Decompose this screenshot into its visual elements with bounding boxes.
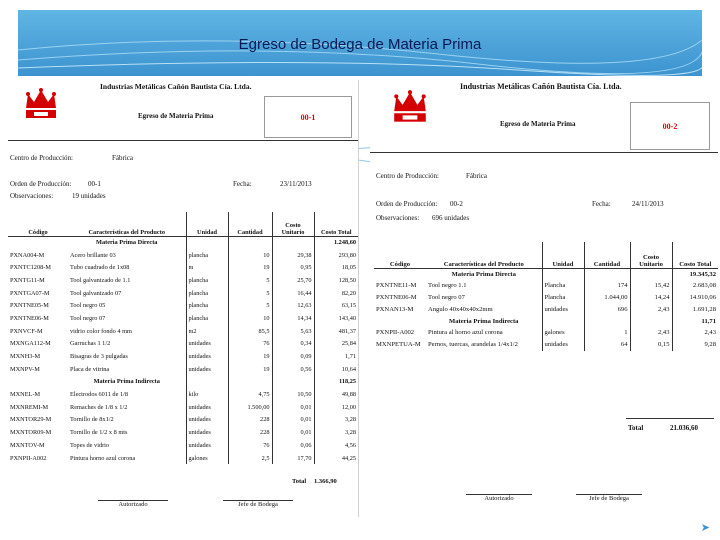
cell-qty	[228, 236, 272, 249]
divider	[8, 140, 358, 141]
cell-cu: 10,50	[272, 388, 314, 401]
cell-cu: 29,38	[272, 249, 314, 262]
company-name: Industrias Metálicas Cañón Bautista Cía. Ltda.	[460, 82, 622, 91]
cell-qty: 696	[584, 303, 630, 315]
cell-cu: 14,24	[630, 292, 672, 304]
table-row	[8, 401, 358, 414]
column-header: Código	[8, 212, 68, 236]
cell-desc: Materia Prima Indirecta	[93, 378, 160, 386]
cell-unit: galones	[542, 327, 584, 339]
cell-cu: 5,63	[272, 325, 314, 338]
cell-desc: Angulo 40x40x40x2mm	[428, 305, 493, 313]
centro-produccion-label: Centro de Producción:	[10, 154, 73, 162]
cell-ct: 2,43	[672, 327, 718, 339]
document-title: Egreso de Materia Prima	[138, 112, 214, 120]
items-table	[374, 242, 718, 351]
cell-code: PXNTNE06-M	[376, 293, 417, 301]
table-row	[374, 268, 718, 280]
cell-desc: Tool negro 1.1	[428, 282, 467, 290]
cell-qty: 2,5	[228, 452, 272, 465]
table-row	[8, 325, 358, 338]
cell-ct: 82,20	[314, 287, 358, 300]
signature-autorizado: Autorizado	[466, 494, 532, 502]
cell-cu: 2,43	[630, 303, 672, 315]
cell-unit: unidades	[186, 363, 228, 376]
cell-desc: Bisagras de 3 pulgadas	[70, 353, 128, 361]
table-row	[8, 312, 358, 325]
cell-qty	[584, 268, 630, 280]
cell-ct: 11,71	[672, 315, 718, 327]
observaciones-label: Observaciones:	[376, 214, 420, 222]
cell-code	[374, 268, 426, 280]
cell-qty: 1.500,00	[228, 401, 272, 414]
cell-code: MXNGA112-M	[10, 340, 51, 348]
cell-cu: 0,56	[272, 363, 314, 376]
cell-qty: 5	[228, 299, 272, 312]
total-divider	[626, 418, 714, 419]
cell-code: PXNPII-A002	[10, 454, 47, 462]
cell-desc: vidrio color fondo 4 mm	[70, 327, 132, 335]
total-label: Total	[292, 478, 307, 485]
cell-unit	[542, 315, 584, 327]
fecha-label: Fecha:	[592, 200, 611, 208]
cell-qty: 4,75	[228, 388, 272, 401]
cell-cu: 15,42	[630, 280, 672, 292]
cell-desc: Materia Prima Directa	[96, 239, 158, 247]
cell-code: PXNA004-M	[10, 251, 45, 259]
cell-ct: 2.683,08	[672, 280, 718, 292]
cell-unit: unidades	[186, 439, 228, 452]
total-value: 21.036,60	[670, 424, 698, 432]
table-row	[8, 261, 358, 274]
cell-desc: Tool galvanizado 07	[70, 289, 122, 297]
cell-ct: 1,71	[314, 350, 358, 363]
table-row	[374, 292, 718, 304]
cell-unit: Plancha	[542, 280, 584, 292]
orden-produccion-label: Orden de Producción:	[376, 200, 438, 208]
column-header: Costo Unitario	[630, 242, 672, 268]
fecha-value: 23/11/2013	[280, 180, 312, 188]
cell-unit: m	[186, 261, 228, 274]
column-header: Características del Producto	[68, 212, 186, 236]
cell-code: MXNEL-M	[10, 391, 41, 399]
cell-ct: 1.691,28	[672, 303, 718, 315]
cell-qty: 10	[228, 312, 272, 325]
cell-cu: 0,06	[272, 439, 314, 452]
cell-code: PXNTNE06-M	[10, 314, 49, 322]
cell-qty: 174	[584, 280, 630, 292]
cell-desc: Pernos, tuercas, arandelas 1/4x1/2	[428, 341, 518, 349]
cell-qty: 85,5	[228, 325, 272, 338]
cell-cu: 12,63	[272, 299, 314, 312]
cell-cu: 0,09	[272, 350, 314, 363]
cell-qty: 228	[228, 414, 272, 427]
cell-qty: 19	[228, 363, 272, 376]
cell-code	[8, 376, 68, 389]
centro-produccion-label: Centro de Producción:	[376, 172, 439, 180]
cell-qty: 64	[584, 339, 630, 351]
cell-ct: 49,88	[314, 388, 358, 401]
cell-unit: plancha	[186, 312, 228, 325]
cell-ct: 293,80	[314, 249, 358, 262]
cell-qty: 1.044,00	[584, 292, 630, 304]
cell-code: MXNTOR09-M	[10, 429, 52, 437]
cell-desc: Electrodos 6011 de 1/8	[70, 391, 129, 399]
cell-ct: 1.248,60	[314, 236, 358, 249]
cell-unit: unidades	[186, 401, 228, 414]
cell-unit: m2	[186, 325, 228, 338]
cell-code: MXNPETUA-M	[376, 341, 421, 349]
cell-unit: unidades	[186, 338, 228, 351]
divider	[370, 152, 718, 153]
document-00-2	[370, 80, 718, 517]
slide-header	[18, 10, 702, 76]
cell-desc: Remaches de 1/8 x 1/2	[70, 403, 128, 411]
company-logo-crown-icon	[390, 88, 430, 128]
table-row	[8, 376, 358, 389]
cell-ct: 18,05	[314, 261, 358, 274]
document-code: 00-1	[264, 96, 352, 138]
cell-unit: unidades	[186, 414, 228, 427]
table-row	[8, 236, 358, 249]
cell-desc: Placa de vitrina	[70, 365, 110, 373]
table-row	[374, 303, 718, 315]
observaciones-value: 19 unidades	[72, 192, 106, 200]
table-row	[374, 315, 718, 327]
cell-desc: Tornillo de 1/2 x 8 mts	[70, 429, 128, 437]
observaciones-value: 696 unidades	[432, 214, 470, 222]
column-header: Costo Total	[672, 242, 718, 268]
cell-cu: 0,01	[272, 414, 314, 427]
cell-qty: 76	[228, 338, 272, 351]
cell-code: MXNREMI-M	[10, 403, 49, 411]
cell-desc: Tool negro 05	[70, 302, 106, 310]
cell-qty: 10	[228, 249, 272, 262]
cell-ct: 3,28	[314, 426, 358, 439]
cell-code: PXNTC1208-M	[10, 264, 51, 272]
cell-desc: Tornillo de 8x1/2	[70, 416, 114, 424]
cell-unit	[186, 376, 228, 389]
cell-qty: 19	[228, 261, 272, 274]
table-row	[8, 388, 358, 401]
cell-cu: 0,95	[272, 261, 314, 274]
cell-cu: 0,15	[630, 339, 672, 351]
column-header: Unidad	[186, 212, 228, 236]
cell-qty: 5	[228, 287, 272, 300]
cell-cu: 16,44	[272, 287, 314, 300]
orden-produccion-value: 00-1	[88, 180, 101, 188]
cell-qty: 1	[584, 327, 630, 339]
cell-desc: Materia Prima Directa	[451, 270, 516, 278]
document-code: 00-2	[630, 102, 710, 150]
cell-unit	[186, 236, 228, 249]
cell-code: PXNPII-A002	[376, 329, 415, 337]
fecha-label: Fecha:	[233, 180, 252, 188]
table-row	[8, 363, 358, 376]
column-header: Código	[374, 242, 426, 268]
cell-ct: 481,37	[314, 325, 358, 338]
cell-unit: kilo	[186, 388, 228, 401]
table-row	[8, 350, 358, 363]
cell-desc: Topes de vidrio	[70, 441, 110, 449]
signature-jefe-bodega: Jefe de Bodega	[576, 494, 642, 502]
company-name: Industrias Metálicas Cañón Bautista Cía. Ltda.	[100, 82, 252, 91]
cell-cu: 17,70	[272, 452, 314, 465]
cell-code: PXNTG11-M	[10, 276, 45, 284]
cell-cu	[630, 315, 672, 327]
cell-code: PXNTGA07-M	[10, 289, 50, 297]
table-row	[8, 439, 358, 452]
cell-qty	[228, 376, 272, 389]
column-header: Cantidad	[584, 242, 630, 268]
cell-qty	[584, 315, 630, 327]
table-row	[8, 426, 358, 439]
centro-produccion-value: Fábrica	[112, 154, 133, 162]
cell-code	[374, 315, 426, 327]
table-row	[8, 249, 358, 262]
cell-unit: plancha	[186, 299, 228, 312]
cell-unit	[542, 268, 584, 280]
cell-cu: 2,43	[630, 327, 672, 339]
document-title: Egreso de Materia Prima	[500, 120, 576, 128]
cell-unit: plancha	[186, 274, 228, 287]
cell-desc: Tool negro 07	[428, 293, 465, 301]
cell-unit: unidades	[186, 350, 228, 363]
table-row	[374, 327, 718, 339]
cell-unit: unidades	[542, 303, 584, 315]
cell-ct: 63,15	[314, 299, 358, 312]
cell-qty: 76	[228, 439, 272, 452]
column-header: Costo Total	[314, 212, 358, 236]
cell-qty: 19	[228, 350, 272, 363]
orden-produccion-label: Orden de Producción:	[10, 180, 72, 188]
document-00-1	[8, 80, 359, 517]
cell-ct: 19.345,32	[672, 268, 718, 280]
table-row	[8, 274, 358, 287]
cell-desc: Garruchas 1 1/2	[70, 340, 111, 348]
cell-desc: Tool galvanizado de 1.1	[70, 276, 131, 284]
table-row	[374, 339, 718, 351]
centro-produccion-value: Fábrica	[466, 172, 487, 180]
cell-desc: Materia Prima Indirecta	[449, 317, 519, 325]
items-table	[8, 212, 358, 464]
cell-cu	[272, 376, 314, 389]
cell-unit: unidades	[186, 426, 228, 439]
cell-ct: 4,56	[314, 439, 358, 452]
cell-desc: Tool negro 07	[70, 314, 106, 322]
cell-ct: 143,40	[314, 312, 358, 325]
total-label: Total	[628, 424, 644, 432]
fecha-value: 24/11/2013	[632, 200, 664, 208]
cell-desc: Pintura al horno azul corona	[428, 329, 503, 337]
cell-cu: 0,01	[272, 401, 314, 414]
table-row	[8, 287, 358, 300]
cell-desc: Pintura horno azul corona	[70, 454, 136, 462]
column-header: Características del Producto	[426, 242, 542, 268]
signature-jefe-bodega: Jefe de Bodega	[223, 500, 293, 508]
cell-unit: unidades	[542, 339, 584, 351]
cell-cu: 25,70	[272, 274, 314, 287]
cell-code: MXNTOR29-M	[10, 416, 52, 424]
cell-cu: 14,34	[272, 312, 314, 325]
cell-ct: 25,84	[314, 338, 358, 351]
signature-autorizado: Autorizado	[98, 500, 168, 508]
column-header: Unidad	[542, 242, 584, 268]
cell-ct: 118,25	[314, 376, 358, 389]
cell-ct: 128,50	[314, 274, 358, 287]
cell-code	[8, 236, 68, 249]
cell-ct: 44,25	[314, 452, 358, 465]
cell-qty: 228	[228, 426, 272, 439]
cell-desc: Acero brillante 03	[70, 251, 116, 259]
next-slide-arrow-icon[interactable]: ➤	[700, 521, 710, 534]
slide-title: Egreso de Bodega de Materia Prima	[238, 36, 482, 53]
table-row	[8, 338, 358, 351]
cell-code: MXNTOV-M	[10, 441, 45, 449]
cell-qty: 5	[228, 274, 272, 287]
cell-unit: Plancha	[542, 292, 584, 304]
cell-code: PXNTNE05-M	[10, 302, 49, 310]
table-row	[8, 299, 358, 312]
total-value: 1.366,90	[314, 478, 337, 485]
cell-ct: 3,28	[314, 414, 358, 427]
cell-cu: 0,34	[272, 338, 314, 351]
column-header: Costo Unitario	[272, 212, 314, 236]
cell-ct: 12,00	[314, 401, 358, 414]
cell-code: PXNVCF-M	[10, 327, 43, 335]
cell-unit: galones	[186, 452, 228, 465]
cell-unit: plancha	[186, 287, 228, 300]
cell-cu	[272, 236, 314, 249]
cell-ct: 9,28	[672, 339, 718, 351]
cell-code: MXNPV-M	[10, 365, 40, 373]
cell-ct: 14.910,06	[672, 292, 718, 304]
table-row	[8, 414, 358, 427]
cell-cu	[630, 268, 672, 280]
cell-cu: 0,01	[272, 426, 314, 439]
orden-produccion-value: 00-2	[450, 200, 463, 208]
table-row	[8, 452, 358, 465]
observaciones-label: Observaciones:	[10, 192, 54, 200]
company-logo-crown-icon	[22, 86, 60, 124]
cell-code: PXNTNE11-M	[376, 282, 417, 290]
cell-code: MXNH3-M	[10, 353, 41, 361]
cell-code: PXNAN13-M	[376, 305, 414, 313]
table-row	[374, 280, 718, 292]
cell-unit: plancha	[186, 249, 228, 262]
cell-desc: Tubo cuadrado de 1x08	[70, 264, 130, 272]
cell-ct: 10,64	[314, 363, 358, 376]
column-header: Cantidad	[228, 212, 272, 236]
